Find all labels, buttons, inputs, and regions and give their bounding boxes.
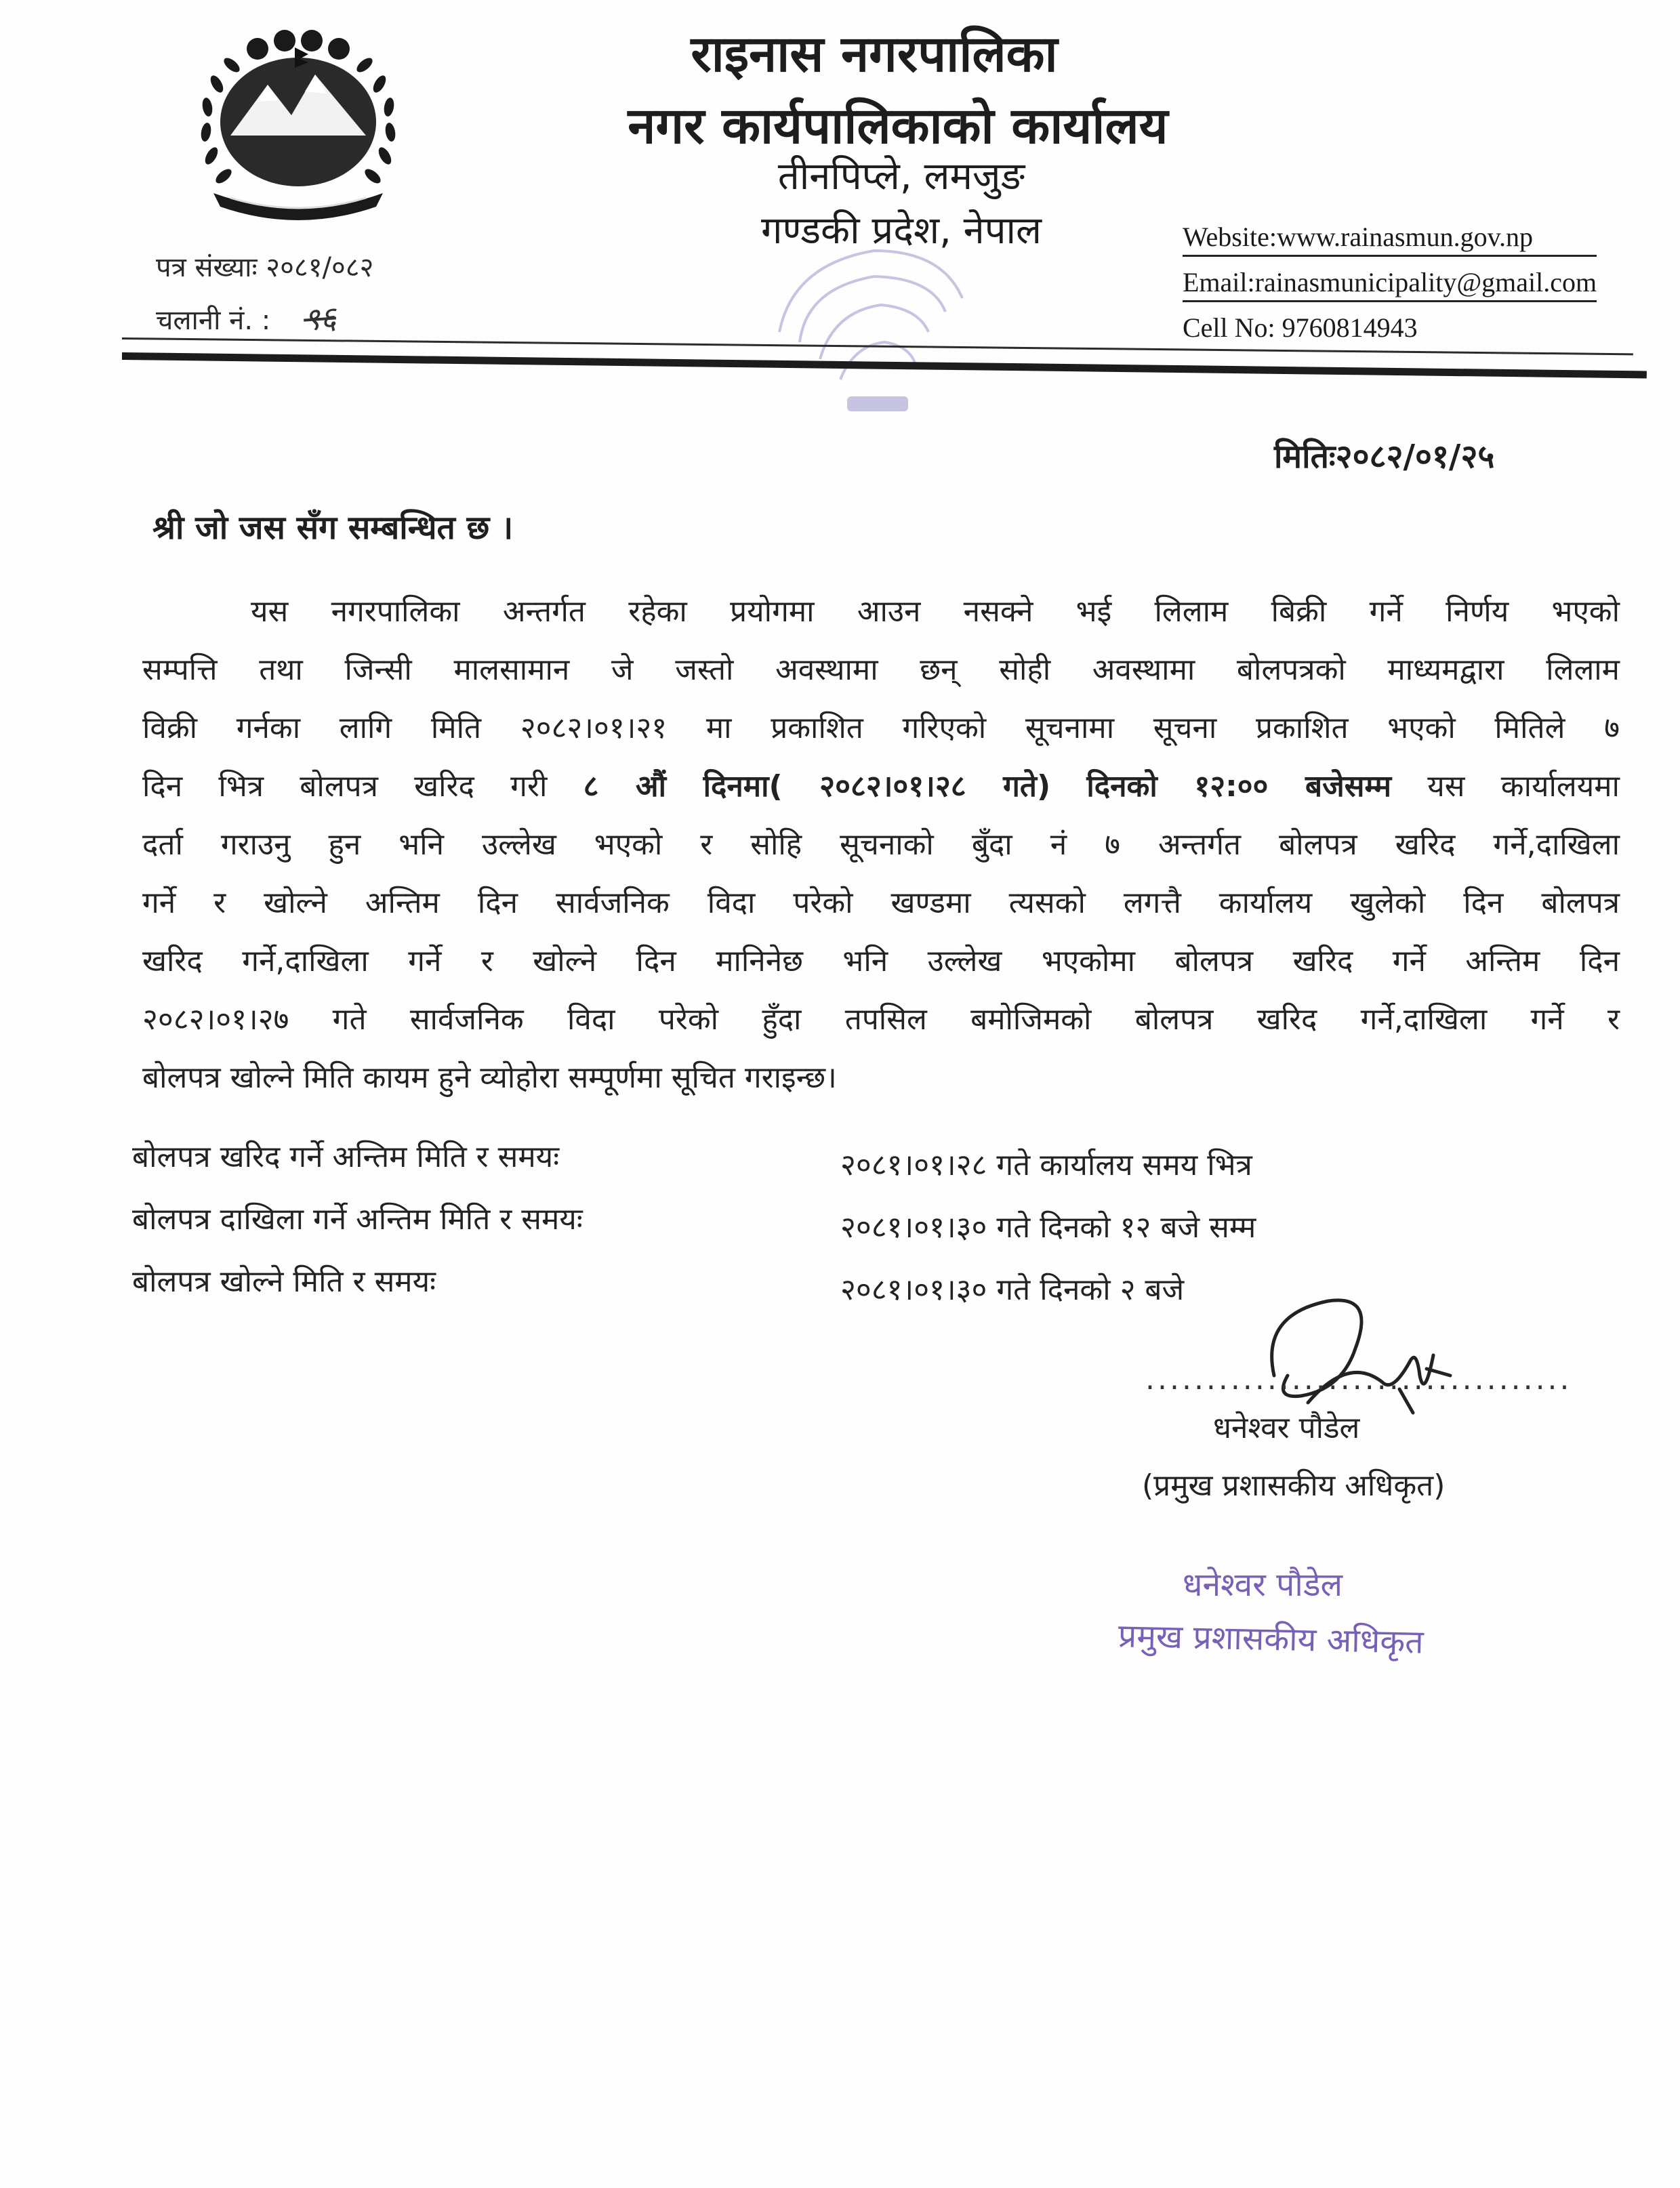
salutation: श्री जो जस सँग सम्बन्धित छ । [152, 509, 514, 547]
signer-title: (प्रमुख प्रशासकीय अधिकृत) [1142, 1468, 1446, 1503]
schedule-label: बोलपत्र खोल्ने मिति र समयः [132, 1264, 436, 1299]
website-link[interactable]: Website:www.rainasmun.gov.np [1183, 224, 1597, 257]
handwritten-signature [1247, 1274, 1464, 1423]
cell-number: Cell No: 9760814943 [1183, 312, 1418, 343]
nepal-emblem-icon [183, 20, 413, 224]
address-line-2: गण्डकी प्रदेश, नेपाल [760, 209, 1042, 253]
dispatch-number-row [156, 297, 336, 339]
schedule-value: २०८१।०१।३० गते दिनको १२ बजे सम्म [840, 1210, 1256, 1245]
schedule-row [132, 1135, 1555, 1197]
signature-line: ................................... [1145, 1362, 1572, 1397]
body-line-deadline [142, 758, 1620, 816]
address-line-1: तीनपिप्ले, लमजुङ [777, 154, 1025, 199]
body-line: गर्ने र खोल्ने अन्तिम दिन सार्वजनिक विदा परेको खण्डमा त्यसको लगत्तै कार्यालय खुलेको दिन बोलपत्र [142, 886, 1620, 920]
office-name: नगर कार्यपालिकाको कार्यालय [628, 97, 1168, 155]
body-line: सम्पत्ति तथा जिन्सी मालसामान जे जस्तो अवस्थामा छन् सोही अवस्थामा बोलपत्रको माध्यमद्वारा लिलाम [142, 653, 1620, 687]
body-line: विक्री गर्नका लागि मिति २०८२।०१।२१ मा प्रकाशित गरिएको सूचनामा सूचना प्रकाशित भएको मितिले ७ [142, 711, 1620, 745]
body-line: बोलपत्र खोल्ने मिति कायम हुने व्योहोरा सम्पूर्णमा सूचित गराइन्छ। [142, 1060, 837, 1095]
body-line: २०८२।०१।२७ गते सार्वजनिक विदा परेको हुँदा तपसिल बमोजिमको बोलपत्र खरिद गर्ने,दाखिला गर्ने र [142, 1002, 1620, 1037]
dispatch-number-label: चलानी नं. : [156, 305, 271, 336]
body-deadline-office: यस कार्यालयमा [1427, 769, 1620, 804]
municipality-name: राइनास नगरपालिका [691, 25, 1058, 83]
letter-reference-number: पत्र संख्याः २०८१/०८२ [156, 252, 374, 283]
letter-date: मितिः२०८२/०१/२५ [1274, 438, 1495, 476]
notice-body [142, 583, 1620, 1107]
body-line: खरिद गर्ने,दाखिला गर्ने र खोल्ने दिन मानिनेछ भनि उल्लेख भएकोमा बोलपत्र खरिद गर्ने अन्तिम दिन [142, 944, 1620, 978]
schedule-value: २०८१।०१।२८ गते कार्यालय समय भित्र [840, 1148, 1252, 1182]
schedule-label: बोलपत्र खरिद गर्ने अन्तिम मिति र समयः [132, 1140, 560, 1174]
contact-block [1183, 224, 1597, 358]
dispatch-number-handwritten: ९६ [302, 299, 337, 338]
official-stamp-name: धनेश्वर पौडेल [1183, 1566, 1343, 1604]
schedule-label: बोलपत्र दाखिला गर्ने अन्तिम मिति र समयः [132, 1202, 583, 1237]
schedule-row [132, 1197, 1555, 1260]
body-line: दर्ता गराउनु हुन भनि उल्लेख भएको र सोहि सूचनाको बुँदा नं ७ अन्तर्गत बोलपत्र खरिद गर्ने,दाखिला [142, 827, 1620, 862]
body-line: यस नगरपालिका अन्तर्गत रहेका प्रयोगमा आउन नसक्ने भई लिलाम बिक्री गर्ने निर्णय भएको [251, 594, 1620, 629]
email-link[interactable]: Email:rainasmunicipality@gmail.com [1183, 269, 1597, 302]
body-deadline-text: दिन भित्र बोलपत्र खरिद गरी [142, 769, 548, 804]
body-deadline-day: ८ औं दिनमा( २०८२।०१।२८ गते) [583, 769, 1051, 804]
signer-name: धनेश्वर पौडेल [1213, 1411, 1360, 1445]
body-deadline-time: दिनको १२:०० बजेसम्म [1086, 769, 1392, 804]
schedule-value: २०८१।०१।३० गते दिनको २ बजे [840, 1273, 1185, 1307]
official-stamp-title: प्रमुख प्रशासकीय अधिकृत [1118, 1617, 1425, 1661]
office-seal-stamp [739, 224, 996, 427]
